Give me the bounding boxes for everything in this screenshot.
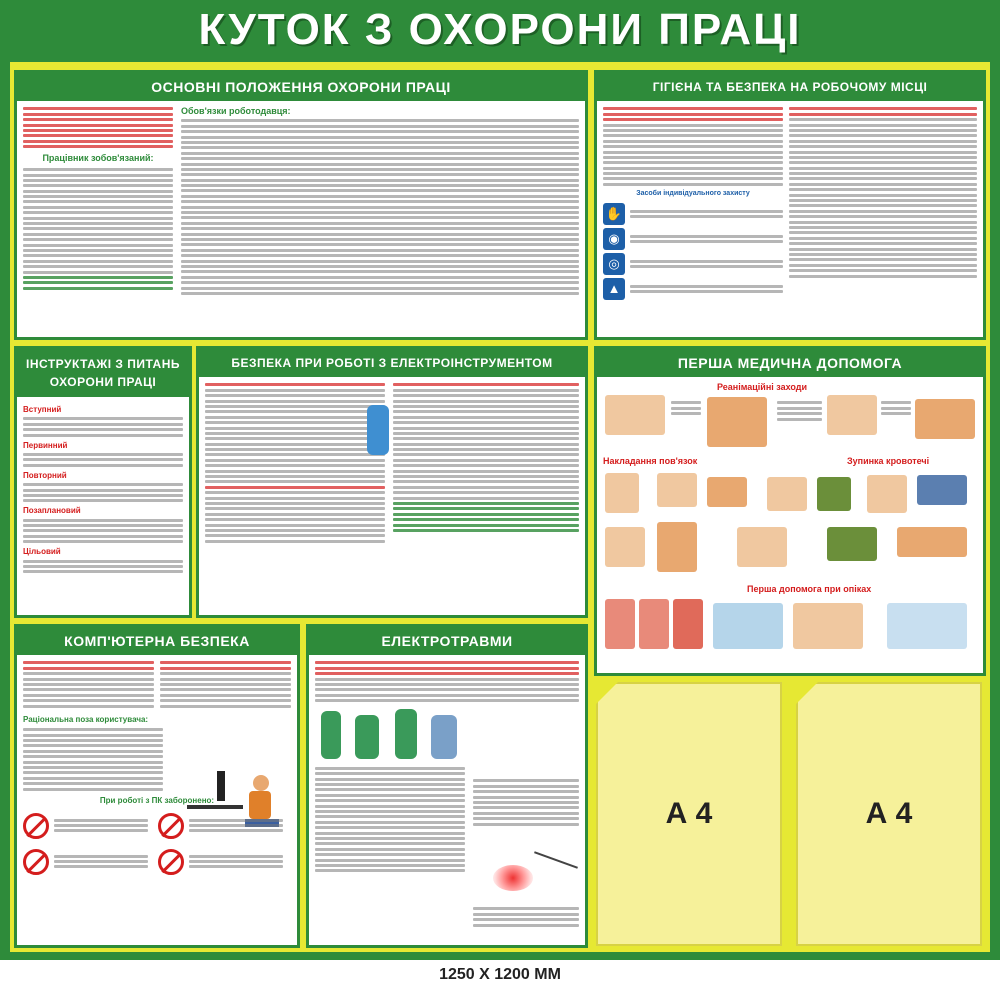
- a4-pocket: [796, 682, 982, 946]
- tourniquet-illustration: [917, 475, 967, 505]
- ppe-item: [603, 228, 783, 250]
- ppe-title: Засоби індивідуального захисту: [636, 190, 750, 198]
- burned-hand-illustration: [673, 599, 703, 649]
- burned-hand-illustration: [639, 599, 669, 649]
- tourniquet-illustration: [767, 477, 807, 511]
- briefing-type: Повторний: [23, 470, 67, 480]
- cpr-illustration: [605, 395, 665, 435]
- worker-duties-title: Працівник зобов'язаний:: [42, 153, 154, 164]
- prohibition-icon: [23, 849, 49, 875]
- burns-title: Перша допомога при опіках: [747, 584, 872, 594]
- bandage-illustration: [657, 522, 697, 572]
- burn-dressing-illustration: [793, 603, 863, 649]
- briefing-type: Позаплановий: [23, 506, 81, 516]
- ppe-item: [603, 203, 783, 225]
- panel-briefing-header: [17, 349, 189, 397]
- dimensions-caption: 1250 X 1200 ММ: [439, 966, 561, 983]
- panel-computer-header: КОМП'ЮТЕРНА БЕЗПЕКА: [17, 627, 297, 655]
- panel-basics: [14, 70, 588, 340]
- basics-right-column: [181, 105, 579, 297]
- cpr-illustration: [827, 395, 877, 435]
- a4-pocket-label: А 4: [665, 797, 713, 830]
- panel-briefing: [14, 346, 192, 618]
- cpr-illustration: [707, 397, 767, 447]
- cpr-illustration: [915, 399, 975, 439]
- tourniquet-illustration: [897, 527, 967, 557]
- monitor-icon: [217, 771, 225, 801]
- a4-pocket-label: А 4: [865, 797, 913, 830]
- tourniquet-illustration: [867, 475, 907, 513]
- hygiene-left-column: [603, 105, 783, 303]
- bandaging-title: Накладання пов'язок: [603, 456, 698, 466]
- panel-power-tools: [196, 346, 588, 618]
- ppe-item: [603, 278, 783, 300]
- bandage-illustration: [605, 527, 645, 567]
- tourniquet-illustration: [827, 527, 877, 561]
- panel-computer: [14, 624, 300, 948]
- posture-title: Раціональна поза користувача:: [23, 714, 149, 724]
- panel-power-tools-header: БЕЗПЕКА ПРИ РОБОТІ З ЕЛЕКТРОІНСТРУМЕНТОМ: [199, 349, 585, 377]
- employer-duties-title: Обов'язки роботодавця:: [181, 106, 291, 116]
- bandage-illustration: [737, 527, 787, 567]
- panel-first-aid-header: ПЕРША МЕДИЧНА ДОПОМОГА: [597, 349, 983, 377]
- a4-pocket: [596, 682, 782, 946]
- worker-with-tool-illustration: [367, 405, 389, 455]
- helmet-icon: ▲: [603, 278, 625, 300]
- bandage-head-illustration: [605, 473, 639, 513]
- tourniquet-illustration: [817, 477, 851, 511]
- prohibition-icon: [158, 849, 184, 875]
- briefing-header-line2: ОХОРОНИ ПРАЦІ: [49, 375, 157, 389]
- hygiene-right-column: [789, 105, 977, 303]
- briefing-header-line1: ІНСТРУКТАЖІ З ПИТАНЬ: [25, 357, 181, 371]
- rescue-scene-illustration: [315, 705, 465, 765]
- power-tools-right-column: [393, 381, 579, 545]
- burned-hand-illustration: [605, 599, 635, 649]
- prohibition-icon: [23, 813, 49, 839]
- panel-hygiene-header: ГІГІЄНА ТА БЕЗПЕКА НА РОБОЧОМУ МІСЦІ: [597, 73, 983, 101]
- ppe-item: [603, 253, 783, 275]
- bleeding-title: Зупинка кровотечі: [847, 456, 930, 466]
- bandage-hand-illustration: [657, 473, 697, 507]
- panel-electro-header: ЕЛЕКТРОТРАВМИ: [309, 627, 585, 655]
- panel-hygiene: [594, 70, 986, 340]
- ear-protection-icon: ◎: [603, 253, 625, 275]
- forbidden-title: При роботі з ПК заборонено:: [99, 795, 215, 805]
- page-title: КУТОК З ОХОРОНИ ПРАЦІ: [198, 5, 802, 54]
- cpr-caption: [881, 399, 911, 418]
- panel-basics-header: ОСНОВНІ ПОЛОЖЕННЯ ОХОРОНИ ПРАЦІ: [17, 73, 585, 101]
- cpr-caption: [671, 399, 701, 418]
- briefing-type: Первинний: [23, 440, 68, 450]
- briefing-type: Вступний: [23, 405, 62, 414]
- prohibition-icon: [158, 813, 184, 839]
- bandage-arm-illustration: [707, 477, 747, 507]
- gloves-icon: ✋: [603, 203, 625, 225]
- step-voltage-illustration: [473, 855, 579, 899]
- forbidden-item: [23, 813, 148, 839]
- burn-drink-illustration: [887, 603, 967, 649]
- basics-left-column: [23, 105, 173, 297]
- forbidden-item: [158, 849, 283, 875]
- burn-cooling-illustration: [713, 603, 783, 649]
- cpr-caption: [777, 399, 822, 423]
- panel-first-aid: [594, 346, 986, 676]
- briefing-type: Цільовий: [23, 547, 61, 557]
- goggles-icon: ◉: [603, 228, 625, 250]
- step-voltage-text: [473, 777, 579, 828]
- panel-electro: [306, 624, 588, 948]
- power-tools-left-column: [205, 381, 385, 545]
- forbidden-item: [23, 849, 148, 875]
- resuscitation-title: Реанімаційні заходи: [717, 382, 808, 392]
